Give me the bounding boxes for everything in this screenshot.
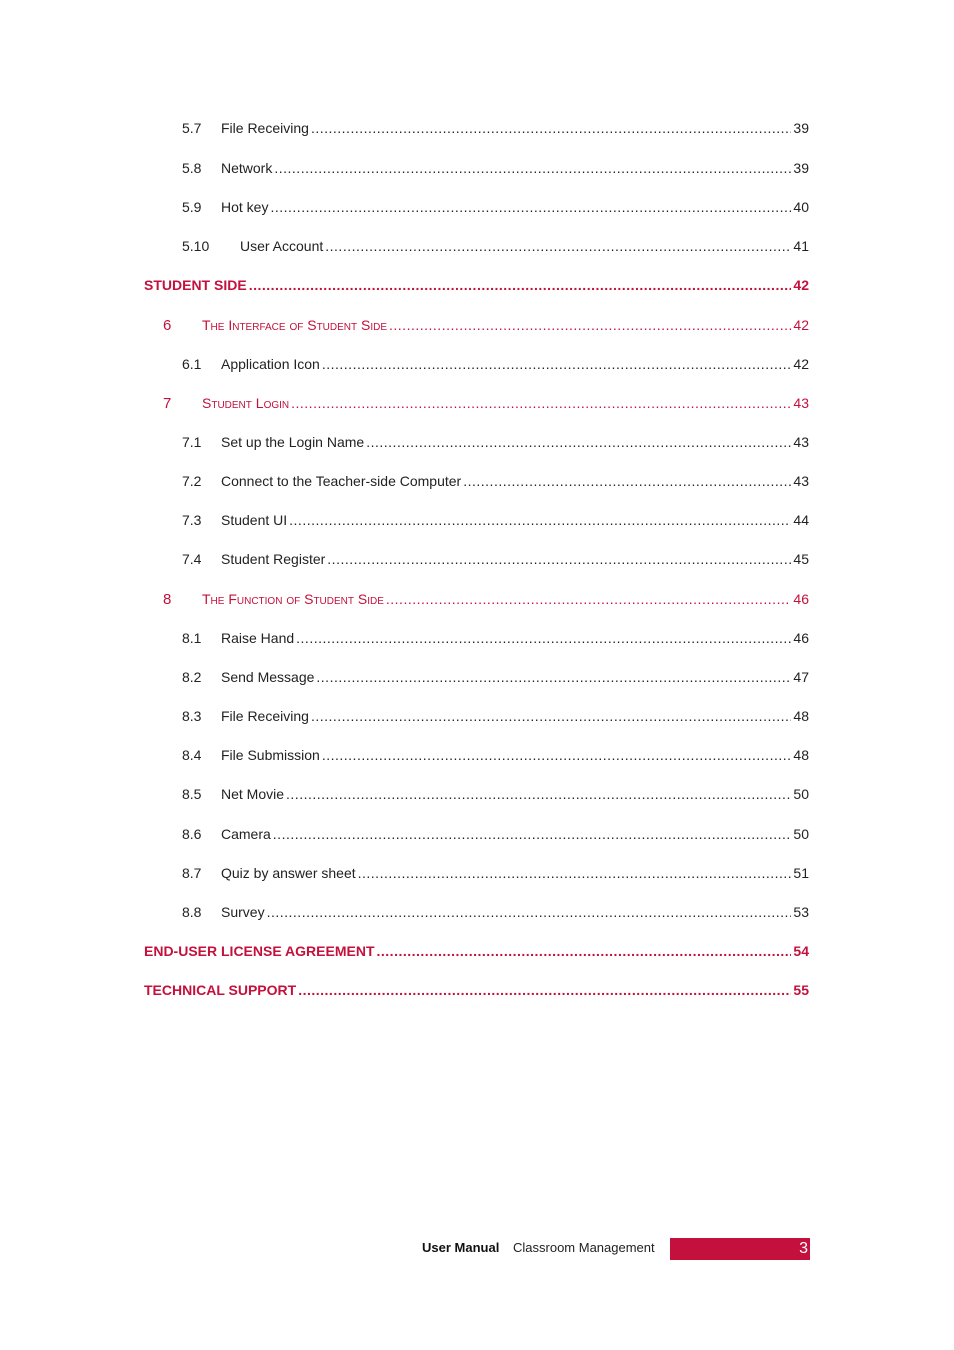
toc-entry-5-8[interactable] xyxy=(182,158,809,178)
toc-entry-7-2[interactable] xyxy=(182,471,809,491)
toc-leader-dots xyxy=(316,667,791,687)
toc-number: 8.7 xyxy=(182,865,202,881)
toc-title: File Receiving xyxy=(221,708,309,724)
toc-page-number: 40 xyxy=(793,199,809,215)
toc-title: File Submission xyxy=(221,747,320,763)
toc-entry-student-side[interactable] xyxy=(144,275,809,295)
toc-number: 7.2 xyxy=(182,473,202,489)
toc-page-number: 55 xyxy=(793,982,809,998)
toc-number: 8.3 xyxy=(182,708,202,724)
toc-page-number: 44 xyxy=(793,512,809,528)
toc-title: Network xyxy=(221,160,273,176)
toc-number: 8 xyxy=(163,591,172,608)
toc-page-number: 53 xyxy=(793,904,809,920)
toc-title: Connect to the Teacher-side Computer xyxy=(221,473,462,489)
toc-number: 8.8 xyxy=(182,904,202,920)
toc-title: Send Message xyxy=(221,669,315,685)
toc-leader-dots xyxy=(358,863,792,883)
toc-leader-dots xyxy=(270,197,791,217)
toc-title: Camera xyxy=(221,826,271,842)
toc-leader-dots xyxy=(249,275,792,295)
toc-leader-dots xyxy=(296,628,791,648)
toc-leader-dots xyxy=(325,236,791,256)
toc-leader-dots xyxy=(366,432,791,452)
toc-title: Set up the Login Name xyxy=(221,434,365,450)
toc-title: STUDENT SIDE xyxy=(144,277,247,293)
toc-leader-dots xyxy=(289,510,791,530)
toc-title: Hot key xyxy=(221,199,269,215)
toc-page-number: 42 xyxy=(793,277,809,293)
toc-number: 5.8 xyxy=(182,160,202,176)
toc-number: 8.4 xyxy=(182,747,202,763)
toc-title: The Function of Student Side xyxy=(202,591,384,607)
toc-page-number: 48 xyxy=(793,747,809,763)
toc-leader-dots xyxy=(377,941,792,961)
toc-page-number: 43 xyxy=(793,395,809,411)
toc-page-number: 48 xyxy=(793,708,809,724)
toc-page-number: 43 xyxy=(793,473,809,489)
toc-entry-8-6[interactable] xyxy=(182,824,809,844)
page-footer xyxy=(0,1238,954,1260)
toc-title: Quiz by answer sheet xyxy=(221,865,356,881)
toc-number: 8.6 xyxy=(182,826,202,842)
toc-leader-dots xyxy=(463,471,791,491)
toc-entry-7-4[interactable] xyxy=(182,549,809,569)
toc-entry-8-8[interactable] xyxy=(182,902,809,922)
toc-number: 8.1 xyxy=(182,630,202,646)
toc-page-number: 46 xyxy=(793,591,809,607)
toc-title: END-USER LICENSE AGREEMENT xyxy=(144,943,375,959)
toc-number: 7.1 xyxy=(182,434,202,450)
toc-entry-8-7[interactable] xyxy=(182,863,809,883)
toc-entry-8[interactable] xyxy=(163,589,809,609)
toc-page-number: 41 xyxy=(793,238,809,254)
footer-subtitle: Classroom Management xyxy=(513,1240,655,1255)
toc-number: 8.2 xyxy=(182,669,202,685)
footer-page-number: 3 xyxy=(799,1240,808,1257)
toc-leader-dots xyxy=(327,549,791,569)
toc-number: 6 xyxy=(163,317,172,334)
toc-entry-7-1[interactable] xyxy=(182,432,809,452)
toc-title: Student Login xyxy=(202,395,290,411)
toc-title: Application Icon xyxy=(221,356,320,372)
toc-entry-6[interactable] xyxy=(163,315,809,335)
toc-entry-7[interactable] xyxy=(163,393,809,413)
toc-leader-dots xyxy=(322,745,792,765)
toc-leader-dots xyxy=(311,706,791,726)
toc-title: Survey xyxy=(221,904,265,920)
toc-number: 8.5 xyxy=(182,786,202,802)
toc-leader-dots xyxy=(273,824,792,844)
toc-entry-8-2[interactable] xyxy=(182,667,809,687)
toc-entry-8-4[interactable] xyxy=(182,745,809,765)
toc-entry-technical-support[interactable] xyxy=(144,980,809,1000)
toc-leader-dots xyxy=(298,980,791,1000)
toc-number: 5.9 xyxy=(182,199,202,215)
toc-title: Raise Hand xyxy=(221,630,295,646)
toc-page-number: 39 xyxy=(793,160,809,176)
toc-title: Student UI xyxy=(221,512,288,528)
toc-page-number: 45 xyxy=(793,551,809,567)
toc-leader-dots xyxy=(286,784,791,804)
toc-entry-5-10[interactable] xyxy=(182,236,809,256)
footer-label: User Manual xyxy=(422,1240,500,1255)
toc-leader-dots xyxy=(389,315,791,335)
toc-leader-dots xyxy=(386,589,792,609)
toc-page-number: 42 xyxy=(793,356,809,372)
toc-page-number: 51 xyxy=(793,865,809,881)
toc-entry-8-5[interactable] xyxy=(182,784,809,804)
toc-leader-dots xyxy=(291,393,791,413)
toc-title: TECHNICAL SUPPORT xyxy=(144,982,297,998)
toc-title: User Account xyxy=(240,238,324,254)
toc-title: File Receiving xyxy=(221,120,309,136)
toc-leader-dots xyxy=(267,902,792,922)
toc-page-number: 47 xyxy=(793,669,809,685)
toc-entry-5-9[interactable] xyxy=(182,197,809,217)
toc-entry-5-7[interactable] xyxy=(182,118,809,138)
toc-page-number: 50 xyxy=(793,826,809,842)
toc-entry-eula[interactable] xyxy=(144,941,809,961)
toc-page-number: 39 xyxy=(793,120,809,136)
toc-entry-6-1[interactable] xyxy=(182,354,809,374)
toc-number: 6.1 xyxy=(182,356,202,372)
toc-number: 5.10 xyxy=(182,238,210,254)
footer-accent-bar xyxy=(670,1238,810,1260)
toc-number: 7 xyxy=(163,395,172,412)
toc-title: Net Movie xyxy=(221,786,285,802)
toc-page-number: 46 xyxy=(793,630,809,646)
toc-number: 7.3 xyxy=(182,512,202,528)
toc-title: Student Register xyxy=(221,551,326,567)
toc-entry-8-3[interactable] xyxy=(182,706,809,726)
toc-title: The Interface of Student Side xyxy=(202,317,388,333)
toc-leader-dots xyxy=(311,118,791,138)
toc-page-number: 50 xyxy=(793,786,809,802)
toc-page-number: 43 xyxy=(793,434,809,450)
toc-entry-8-1[interactable] xyxy=(182,628,809,648)
toc-leader-dots xyxy=(274,158,791,178)
toc-number: 7.4 xyxy=(182,551,202,567)
toc-page-number: 54 xyxy=(793,943,809,959)
toc-page-number: 42 xyxy=(793,317,809,333)
toc-entry-7-3[interactable] xyxy=(182,510,809,530)
toc-leader-dots xyxy=(322,354,792,374)
toc-number: 5.7 xyxy=(182,120,202,136)
